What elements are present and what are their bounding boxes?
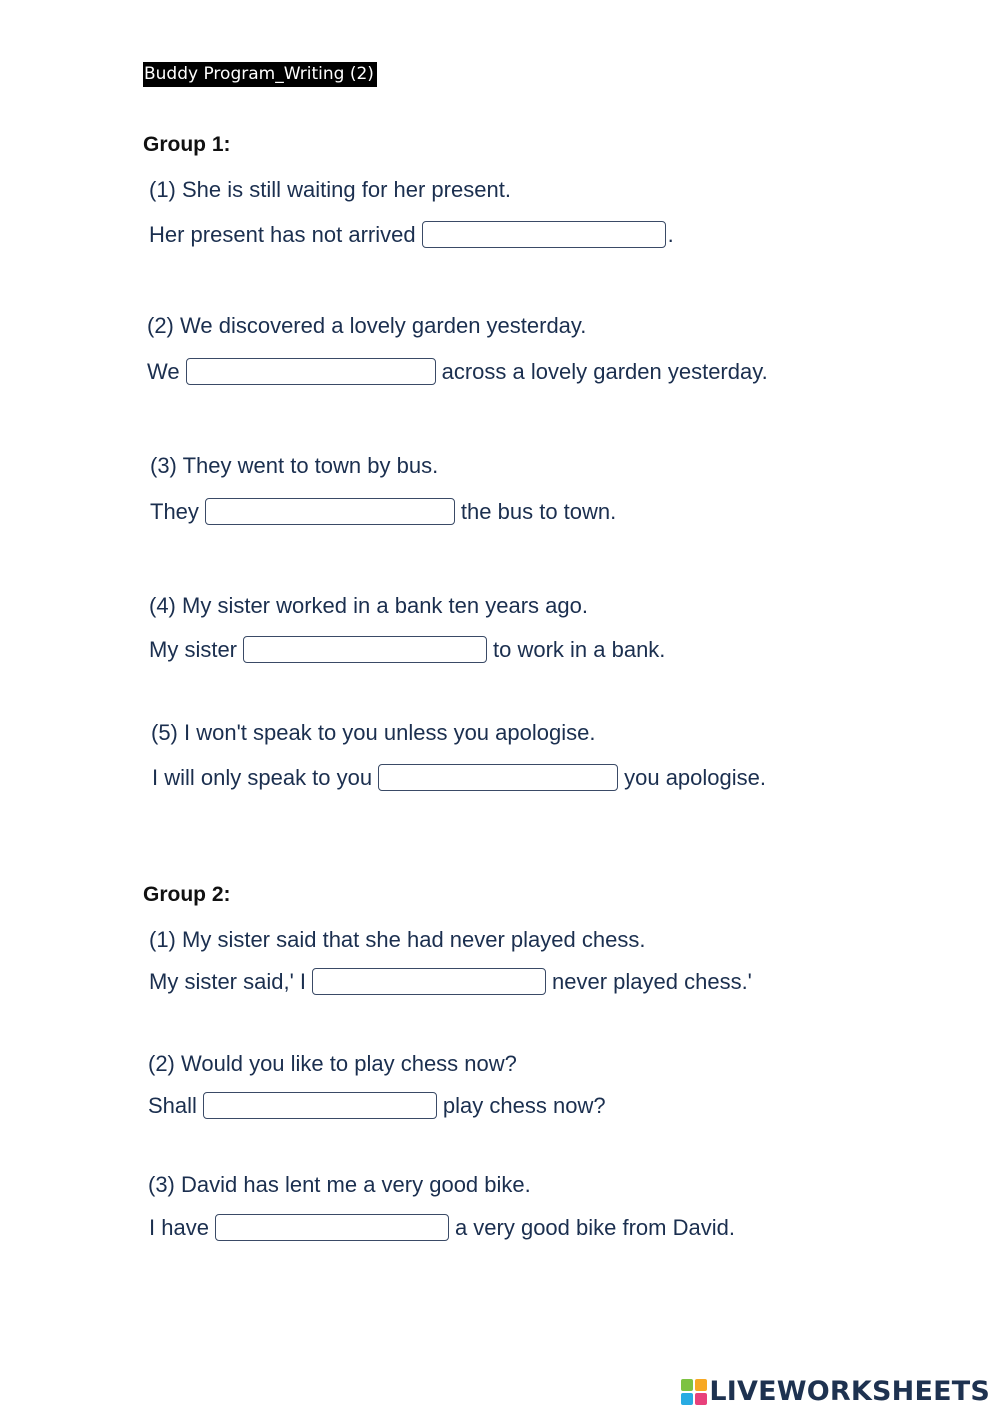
g1-q4-before: My sister [149,636,237,662]
g2-q3-before: I have [149,1214,209,1240]
g2-q2-after: play chess now? [442,1092,606,1118]
g2-q1-prompt: (1) My sister said that she had never played chess. [149,927,646,952]
liveworksheets-logo [681,1376,990,1407]
g1-q3-answer-line [150,498,616,525]
g1-q3-answer-input[interactable] [205,498,455,525]
liveworksheets-logo-text: LIVEWORKSHEETS [709,1376,990,1407]
g2-q2-prompt: (2) Would you like to play chess now? [148,1051,517,1076]
g1-q2-prompt: (2) We discovered a lovely garden yesterday. [147,313,587,338]
g1-q2-answer-line [147,358,768,385]
g2-q2-answer-input[interactable] [203,1092,437,1119]
g1-q1-answer-line [149,221,674,248]
group-1-heading: Group 1: [143,133,231,156]
g1-q4-prompt: (4) My sister worked in a bank ten years ago. [149,593,588,618]
g1-q4-answer-input[interactable] [243,636,487,663]
g1-q5-answer-line [152,764,766,791]
g1-q4-answer-line [149,636,665,663]
g1-q3-after: the bus to town. [460,498,617,524]
g1-q1-after: . [667,221,674,247]
g1-q3-before: They [150,498,199,524]
group-2-heading: Group 2: [143,883,231,906]
g1-q5-after: you apologise. [624,764,766,790]
g2-q2-before: Shall [148,1092,197,1118]
g1-q2-before: We [147,358,180,384]
liveworksheets-logo-icon [681,1379,707,1405]
g1-q4-after: to work in a bank. [493,636,666,662]
g2-q1-after: never played chess.' [552,968,752,994]
g2-q3-after: a very good bike from David. [454,1214,735,1240]
g1-q5-answer-input[interactable] [378,764,618,791]
g1-q1-answer-input[interactable] [422,221,666,248]
g1-q2-answer-input[interactable] [186,358,436,385]
worksheet-title: Buddy Program_Writing (2) [143,62,377,87]
g1-q1-before: Her present has not arrived [149,221,416,247]
g2-q3-answer-input[interactable] [215,1214,449,1241]
g2-q1-answer-line [149,968,752,995]
g1-q3-prompt: (3) They went to town by bus. [150,453,439,478]
g2-q3-answer-line [149,1214,735,1241]
g2-q1-before: My sister said,' I [149,968,307,994]
g1-q5-before: I will only speak to you [152,764,373,790]
g1-q2-after: across a lovely garden yesterday. [441,358,768,384]
g1-q1-prompt: (1) She is still waiting for her present. [149,177,511,202]
g2-q3-prompt: (3) David has lent me a very good bike. [148,1172,531,1197]
g2-q2-answer-line [148,1092,606,1119]
g2-q1-answer-input[interactable] [312,968,546,995]
g1-q5-prompt: (5) I won't speak to you unless you apologise. [151,720,596,745]
